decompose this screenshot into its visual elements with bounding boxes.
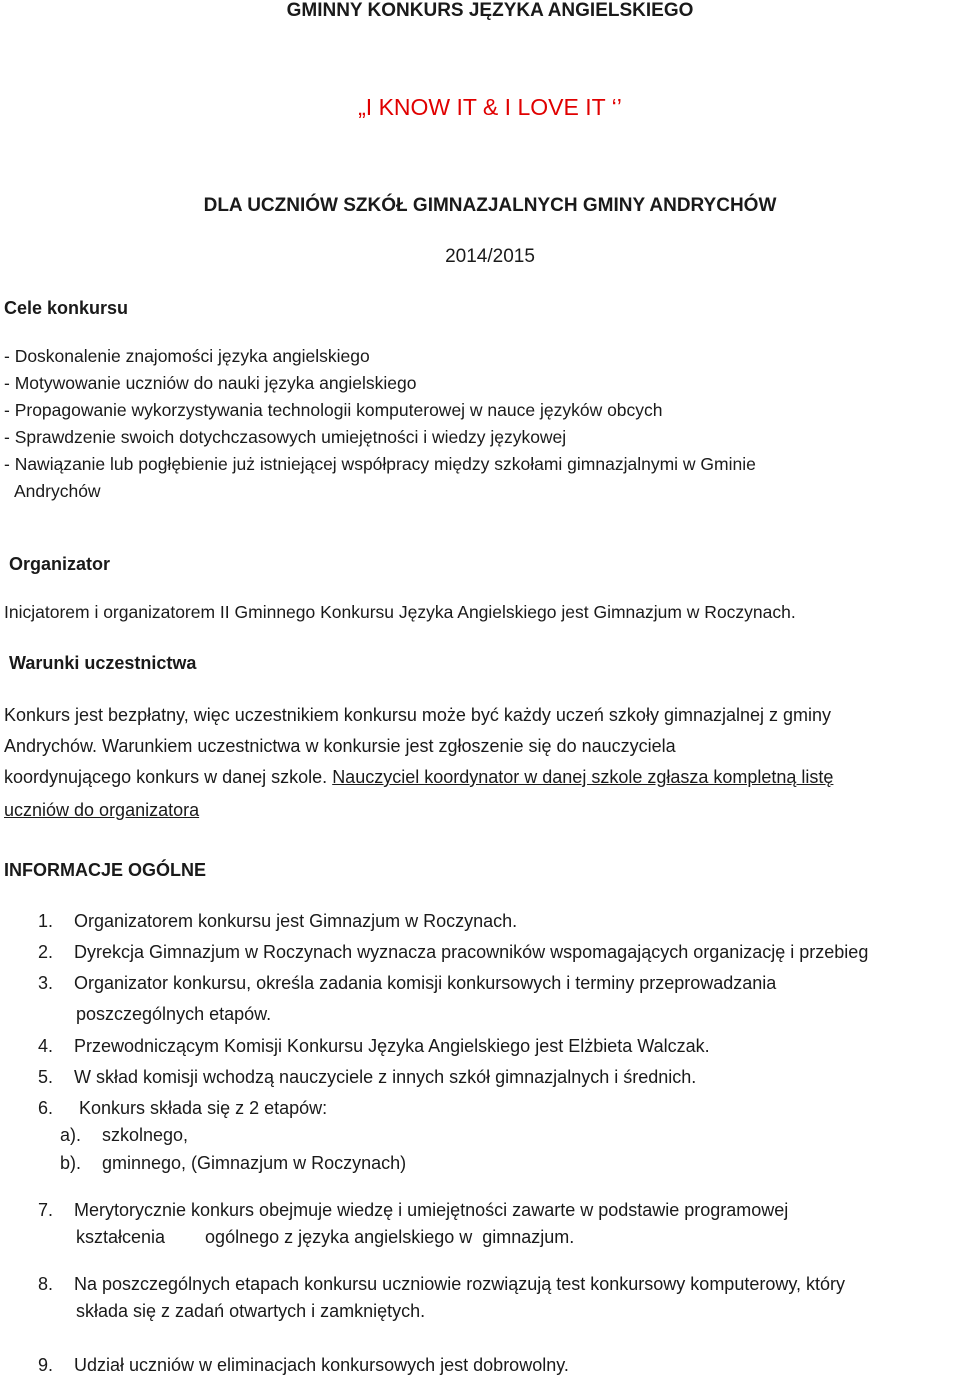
conditions-line: Konkurs jest bezpłatny, więc uczestnikiem konkursu może być każdy uczeń szkoły gimnazjalnej z gminy [4,705,832,725]
conditions-heading: Warunki uczestnictwa [9,653,197,673]
general-item [38,1350,569,1381]
item-text: Konkurs składa się z 2 etapów: [74,1098,328,1118]
conditions-line [4,762,833,793]
contest-motto: „I KNOW IT & I LOVE IT ‘’ [358,94,622,120]
conditions-underlined-text: uczniów do organizatora [4,800,200,820]
item-continuation: poszczególnych etapów. [76,1004,272,1024]
goal-item: - Sprawdzenie swoich dotychczasowych umiejętności i wiedzy językowej [4,427,567,447]
item-text: Dyrekcja Gimnazjum w Roczynach wyznacza pracowników wspomagających organizację i przebieg [74,942,869,962]
stage-letter: b). [60,1153,82,1173]
item-number: 2. [38,942,54,962]
item-text: Przewodniczącym Komisji Konkursu Języka Angielskiego jest Elżbieta Walczak. [74,1036,710,1056]
organizer-text: Inicjatorem i organizatorem II Gminnego Konkursu Języka Angielskiego jest Gimnazjum w Roczynach. [4,602,796,622]
general-heading: INFORMACJE OGÓLNE [4,860,207,880]
item-continuation: kształcenia ogólnego z języka angielskiego w gimnazjum. [76,1227,575,1247]
item-number: 8. [38,1274,54,1294]
item-number: 3. [38,973,54,993]
item-text: Organizatorem konkursu jest Gimnazjum w Roczynach. [74,911,518,931]
goals-heading: Cele konkursu [4,298,129,318]
stage-text: szkolnego, [102,1125,189,1145]
contest-title: GMINNY KONKURS JĘZYKA ANGIELSKIEGO [286,0,694,21]
general-item [38,1031,710,1062]
item-text: W skład komisji wchodzą nauczyciele z innych szkół gimnazjalnych i średnich. [74,1067,697,1087]
stage-text: gminnego, (Gimnazjum w Roczynach) [102,1153,407,1173]
item-number: 1. [38,911,54,931]
conditions-underlined-text: Nauczyciel koordynator w danej szkole zgłasza kompletną listę [332,767,834,787]
item-number: 5. [38,1067,54,1087]
stage-letter: a). [60,1125,82,1145]
general-item [38,968,776,999]
goal-item: - Nawiązanie lub pogłębienie już istniejącej współpracy między szkołami gimnazjalnymi w Gminie [4,454,756,474]
stage-item [60,1148,406,1179]
item-number: 9. [38,1355,54,1375]
conditions-text: koordynującego konkurs w danej szkole. [4,767,333,787]
item-number: 6. [38,1098,54,1118]
item-number: 7. [38,1200,54,1220]
general-item [38,937,868,968]
goal-item-continuation: Andrychów [14,481,101,501]
stage-item [60,1120,188,1151]
conditions-line: Andrychów. Warunkiem uczestnictwa w konkursie jest zgłoszenie się do nauczyciela [4,736,676,756]
organizer-heading: Organizator [9,554,111,574]
item-text: Merytorycznie konkurs obejmuje wiedzę i umiejętności zawarte w podstawie programowej [74,1200,789,1220]
item-continuation: składa się z zadań otwartych i zamkniętych. [76,1301,426,1321]
item-text: Organizator konkursu, określa zadania komisji konkursowych i terminy przeprowadzania [74,973,777,993]
item-text: Na poszczególnych etapach konkursu uczniowie rozwiązują test konkursowy komputerowy, który [74,1274,846,1294]
goal-item: - Propagowanie wykorzystywania technologii komputerowej w nauce języków obcych [4,400,663,420]
goal-item: - Motywowanie uczniów do nauki języka angielskiego [4,373,417,393]
item-number: 4. [38,1036,54,1056]
item-text: Udział uczniów w eliminacjach konkursowych jest dobrowolny. [74,1355,569,1375]
school-year: 2014/2015 [445,246,535,267]
general-item [38,906,517,937]
goal-item: - Doskonalenie znajomości języka angielskiego [4,346,370,366]
contest-audience: DLA UCZNIÓW SZKÓŁ GIMNAZJALNYCH GMINY ANDRYCHÓW [203,195,777,216]
general-item [38,1062,696,1093]
